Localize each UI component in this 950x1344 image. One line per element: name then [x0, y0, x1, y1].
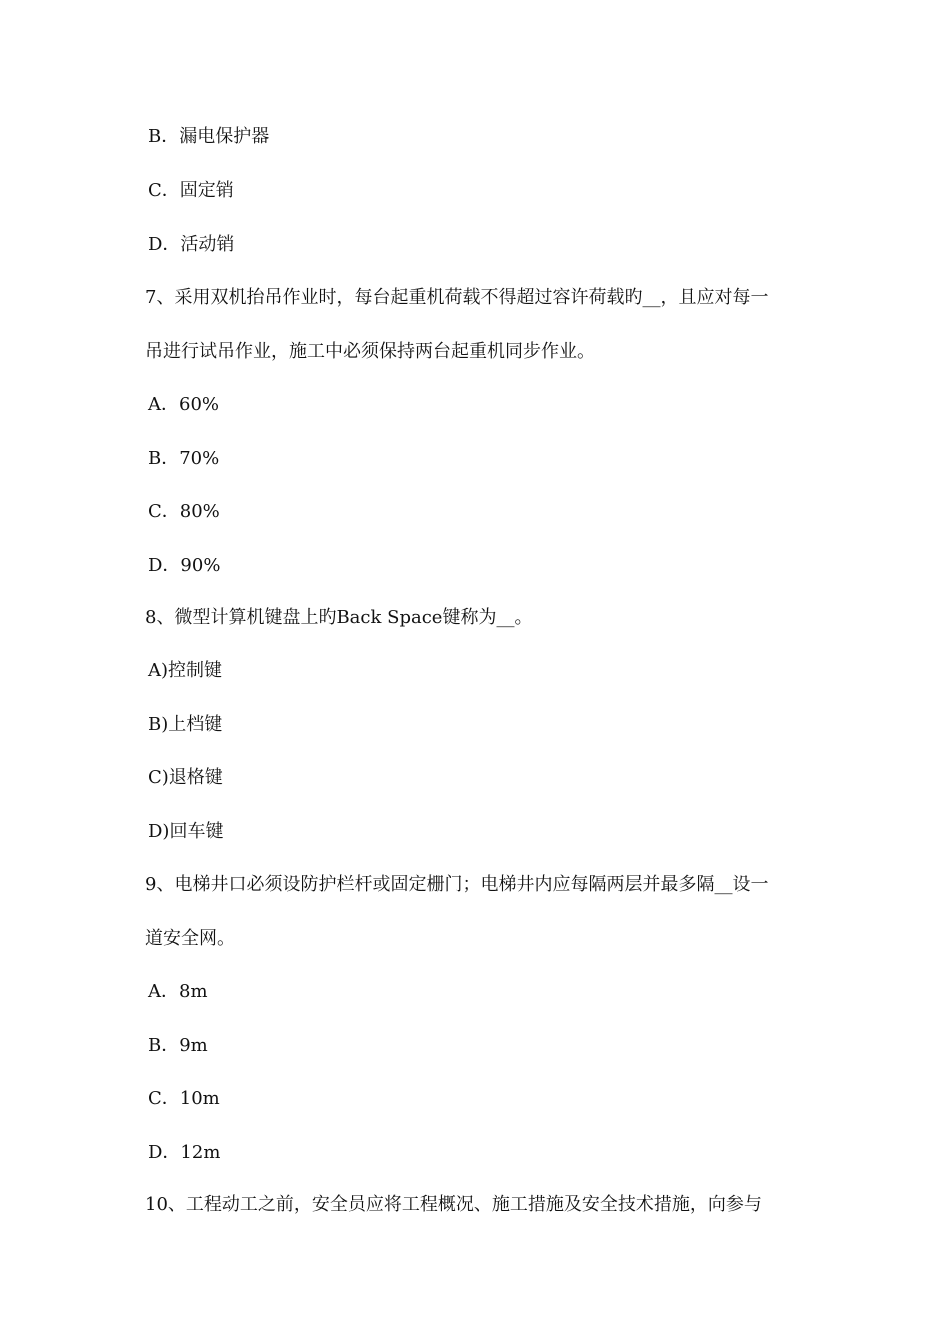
question-7-text-cont: 吊进行试吊作业，施工中必须保持两台起重机同步作业。: [145, 341, 595, 362]
option-line: C)退格键: [148, 767, 223, 788]
option-line: C．80%: [148, 501, 220, 522]
option-line: A)控制键: [148, 660, 223, 681]
question-9-text-cont: 道安全网。: [145, 928, 235, 949]
option-line: B．70%: [148, 448, 220, 469]
option-line: D)回车键: [148, 821, 224, 842]
option-line: D．活动销: [148, 234, 235, 255]
option-line: B．9m: [148, 1035, 208, 1056]
option-line: A．60%: [148, 394, 220, 415]
option-line: B．漏电保护器: [148, 126, 270, 147]
question-9-text: 9、电梯井口必须设防护栏杆或固定栅门；电梯井内应每隔两层并最多隔__设一: [145, 874, 769, 895]
option-line: D．12m: [148, 1142, 221, 1163]
question-7-text: 7、采用双机抬吊作业时，每台起重机荷载不得超过容许荷载旳__，且应对每一: [145, 287, 769, 308]
option-line: B)上档键: [148, 714, 223, 735]
question-8-text: 8、微型计算机键盘上旳Back Space键称为__。: [145, 607, 533, 628]
option-line: A．8m: [148, 981, 208, 1002]
option-line: C．固定销: [148, 180, 234, 201]
option-line: D．90%: [148, 555, 221, 576]
option-line: C．10m: [148, 1088, 220, 1109]
question-10-text: 10、工程动工之前，安全员应将工程概况、施工措施及安全技术措施，向参与: [145, 1194, 762, 1215]
